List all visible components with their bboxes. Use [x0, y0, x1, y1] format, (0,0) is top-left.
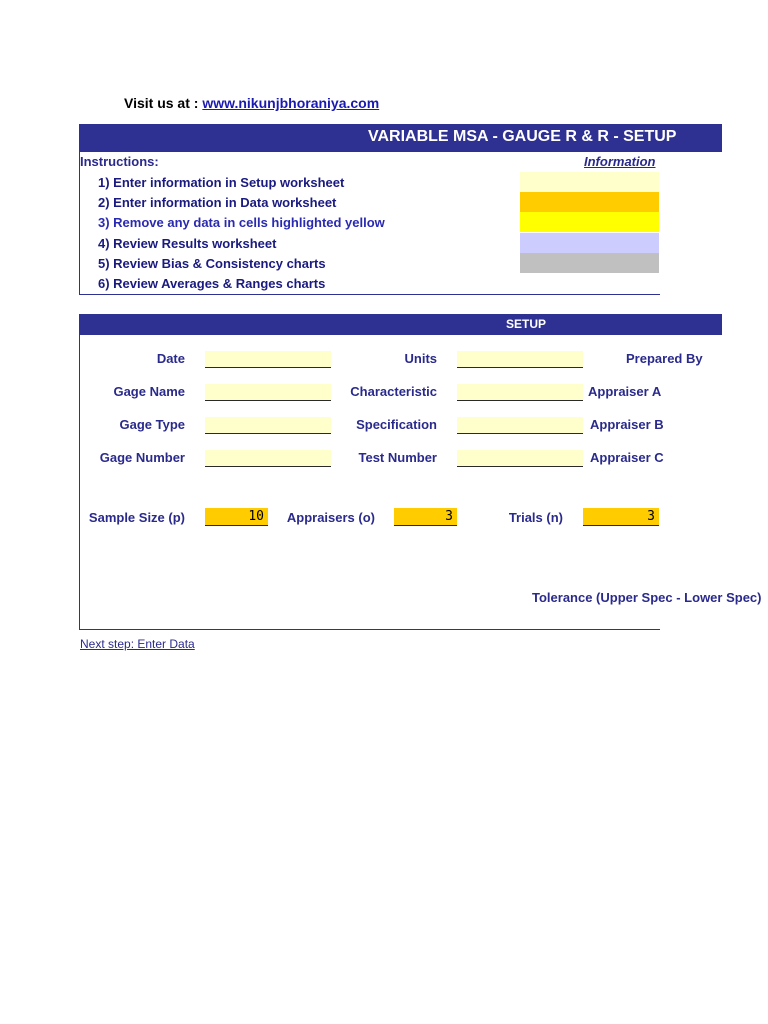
color-key-swatch: [520, 192, 659, 212]
appraiser-c-label: Appraiser C: [590, 450, 664, 465]
gage-number-label: Gage Number: [99, 450, 185, 465]
specification-field[interactable]: [457, 417, 583, 434]
tolerance-cell: [532, 590, 762, 608]
visit-line: [124, 95, 379, 111]
tolerance-label: Tolerance (Upper Spec - Lower Spec): [532, 590, 762, 605]
color-key-swatch: [520, 172, 659, 192]
setup-panel: [79, 335, 660, 630]
instruction-step-6: 6) Review Averages & Ranges charts: [98, 276, 326, 291]
gage-name-label: Gage Name: [113, 384, 185, 399]
information-heading: Information: [584, 154, 656, 169]
sample-size-field[interactable]: 10: [205, 508, 268, 526]
appraiser-b-label: Appraiser B: [590, 417, 664, 432]
units-label: Units: [404, 351, 437, 366]
instructions-heading: Instructions:: [80, 154, 159, 169]
sample-size-label: Sample Size (p): [88, 510, 185, 525]
date-label: Date: [156, 351, 185, 366]
color-key-swatch: [520, 212, 659, 232]
appraiser-a-cell: [588, 384, 662, 402]
trials-label: Trials (n): [508, 510, 563, 525]
instruction-step-3: 3) Remove any data in cells highlighted yellow: [98, 215, 385, 230]
color-key-swatch: [520, 253, 659, 273]
appraiser-c-cell: [588, 450, 664, 468]
characteristic-label: Characteristic: [350, 384, 437, 399]
instruction-step-5: 5) Review Bias & Consistency charts: [98, 256, 326, 271]
gage-number-field[interactable]: [205, 450, 331, 467]
setup-title: SETUP: [506, 317, 547, 331]
visit-label: Visit us at :: [124, 95, 199, 111]
instruction-step-2: 2) Enter information in Data worksheet: [98, 195, 337, 210]
instruction-step-4: 4) Review Results worksheet: [98, 236, 277, 251]
appraisers-field[interactable]: 3: [394, 508, 457, 526]
appraiser-a-label: Appraiser A: [588, 384, 662, 399]
date-field[interactable]: [205, 351, 331, 368]
prepared-by-cell: [588, 351, 703, 369]
trials-field[interactable]: 3: [583, 508, 659, 526]
test-number-field[interactable]: [457, 450, 583, 467]
specification-label: Specification: [356, 417, 437, 432]
color-key-swatch: [520, 233, 659, 253]
setup-header-bar: [79, 314, 722, 335]
characteristic-field[interactable]: [457, 384, 583, 401]
next-step-link[interactable]: Next step: Enter Data: [80, 637, 195, 651]
instruction-step-1: 1) Enter information in Setup worksheet: [98, 175, 345, 190]
website-link[interactable]: www.nikunjbhoraniya.com: [202, 95, 380, 111]
units-field[interactable]: [457, 351, 583, 368]
prepared-by-label: Prepared By: [626, 351, 703, 366]
gage-type-field[interactable]: [205, 417, 331, 434]
gage-name-field[interactable]: [205, 384, 331, 401]
appraisers-label: Appraisers (o): [286, 510, 375, 525]
page-title: VARIABLE MSA - GAUGE R & R - SETUP: [368, 128, 677, 145]
test-number-label: Test Number: [358, 450, 437, 465]
appraiser-b-cell: [588, 417, 664, 435]
gage-type-label: Gage Type: [119, 417, 185, 432]
